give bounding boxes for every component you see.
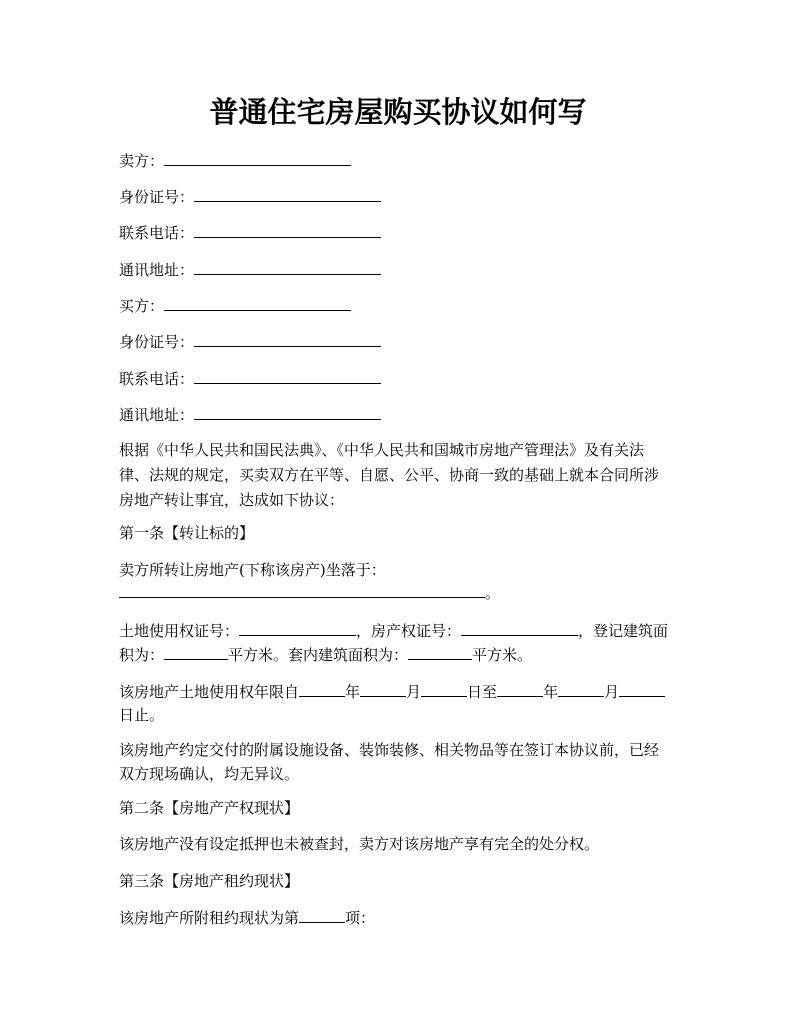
property-cert-blank[interactable] [461, 620, 578, 636]
start-year-blank[interactable] [299, 681, 345, 697]
month-label-2: 月 [604, 683, 620, 701]
seller-id-label: 身份证号： [119, 188, 195, 206]
seller-name-label: 卖方： [119, 152, 165, 170]
article2-text: 该房地产没有设定抵押也未被查封，卖方对该房地产享有完全的处分权。 [119, 835, 600, 853]
buyer-id-label: 身份证号： [119, 333, 195, 351]
seller-address-blank[interactable] [194, 259, 381, 275]
location-end: 。 [485, 584, 501, 602]
article1-cert-line [119, 620, 668, 641]
seller-phone-line [119, 222, 381, 243]
buyer-name-blank[interactable] [164, 295, 351, 311]
end-month-blank[interactable] [558, 681, 604, 697]
seller-phone-blank[interactable] [194, 222, 381, 238]
land-cert-blank[interactable] [239, 620, 356, 636]
seller-name-blank[interactable] [164, 150, 351, 166]
article3-text-prefix: 该房地产所附租约现状为第 [119, 909, 300, 927]
seller-id-line [119, 186, 381, 207]
area-unit-1: 平方米。套内建筑面积为： [228, 646, 409, 664]
article3-text-line [119, 907, 375, 928]
buyer-phone-blank[interactable] [194, 368, 381, 384]
article1-heading: 第一条【转让标的】 [119, 524, 255, 542]
article2-heading: 第二条【房地产产权现状】 [119, 799, 300, 817]
property-cert-label: ，房产权证号： [356, 622, 462, 640]
year-label-2: 年 [543, 683, 559, 701]
land-cert-label: 土地使用权证号： [119, 622, 240, 640]
buyer-name-line [119, 295, 351, 316]
day-to-label: 日至 [467, 683, 498, 701]
article1-fixtures-line-1: 该房地产约定交付的附属设施设备、装饰装修、相关物品等在签订本协议前，已经 [119, 741, 660, 759]
article3-text-suffix: 项： [345, 909, 376, 927]
buyer-address-label: 通讯地址： [119, 406, 195, 424]
location-blank[interactable] [119, 582, 485, 598]
seller-phone-label: 联系电话： [119, 224, 195, 242]
buyer-name-label: 买方： [119, 297, 165, 315]
article1-location-text: 卖方所转让房地产(下称该房产)坐落于： [119, 561, 386, 579]
seller-id-blank[interactable] [194, 186, 381, 202]
preamble-line-1: 根据《中华人民共和国民法典》、《中华人民共和国城市房地产管理法》及有关法 [119, 441, 645, 459]
article1-term-end: 日止。 [119, 706, 165, 724]
area-unit-2: 平方米。 [472, 646, 533, 664]
inner-area-blank[interactable] [408, 644, 472, 660]
buyer-id-blank[interactable] [194, 331, 381, 347]
year-label-1: 年 [345, 683, 361, 701]
buyer-phone-label: 联系电话： [119, 370, 195, 388]
seller-address-line [119, 259, 381, 280]
buyer-address-blank[interactable] [194, 404, 381, 420]
preamble-line-2: 律、法规的规定，买卖双方在平等、自愿、公平、协商一致的基础上就本合同所涉 [119, 466, 660, 484]
preamble-line-3: 房地产转让事宜，达成如下协议： [119, 491, 345, 509]
reg-area-blank[interactable] [164, 644, 228, 660]
document-title: 普通住宅房屋购买协议如何写 [209, 95, 587, 129]
buyer-phone-line [119, 368, 381, 389]
end-day-blank[interactable] [619, 681, 665, 697]
article1-term-line [119, 681, 665, 702]
seller-address-label: 通讯地址： [119, 261, 195, 279]
end-year-blank[interactable] [497, 681, 543, 697]
article1-location-line [119, 582, 500, 603]
article1-area-line [119, 644, 532, 665]
article1-fixtures-line-2: 双方现场确认，均无异议。 [119, 765, 300, 783]
area-prefix: 积为： [119, 646, 165, 664]
seller-name-line [119, 150, 351, 171]
buyer-id-line [119, 331, 381, 352]
buyer-address-line [119, 404, 381, 425]
start-day-blank[interactable] [421, 681, 467, 697]
lease-item-blank[interactable] [299, 907, 345, 923]
article3-heading: 第三条【房地产租约现状】 [119, 872, 300, 890]
month-label-1: 月 [406, 683, 422, 701]
term-prefix: 该房地产土地使用权年限自 [119, 683, 300, 701]
start-month-blank[interactable] [360, 681, 406, 697]
reg-area-label: ，登记建筑面 [578, 622, 669, 640]
